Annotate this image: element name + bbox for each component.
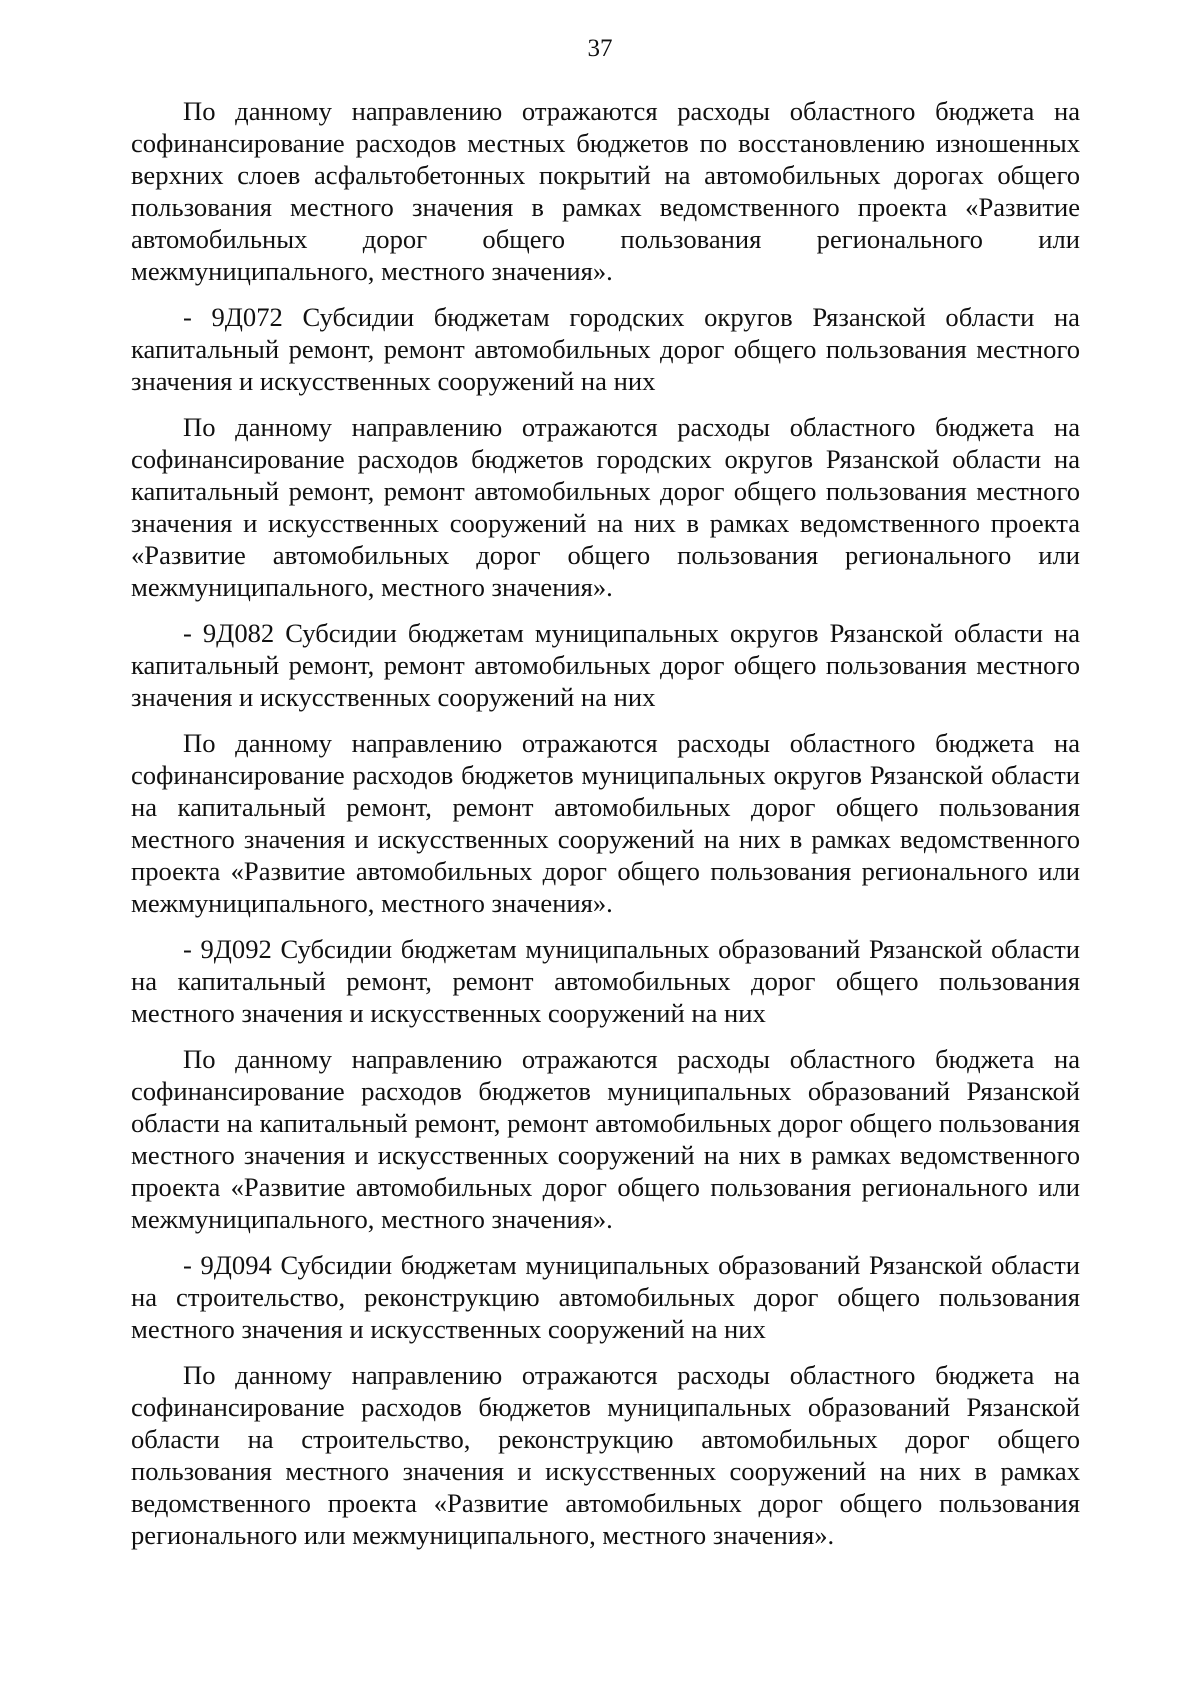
item-9d094-heading: - 9Д094 Субсидии бюджетам муниципальных образований Рязанской области на строительство, реконструкцию автомобильных дорог общего пользования местного значения и искусственных сооружений на них [131, 1250, 1080, 1344]
paragraph-road-surface-restoration: По данному направлению отражаются расходы областного бюджета на софинансирование расходов местных бюджетов по восстановлению изношенных верхних слоев асфальтобетонных покрытий на автомобильных дорогах общего пользования местного значения в рамках ведомственного проекта «Развитие автомобильных дорог общего пользования регионального или межмуниципального, местного значения». [131, 96, 1080, 286]
paragraph-9d092-description: По данному направлению отражаются расходы областного бюджета на софинансирование расходов бюджетов муниципальных образований Рязанской области на капитальный ремонт, ремонт автомобильных дорог общего пользования местного значения и искусственных сооружений на них в рамках ведомственного проекта «Развитие автомобильных дорог общего пользования регионального или межмуниципального, местного значения». [131, 1044, 1080, 1234]
item-9d082-heading: - 9Д082 Субсидии бюджетам муниципальных округов Рязанской области на капитальный ремонт, ремонт автомобильных дорог общего пользования местного значения и искусственных сооружений на них [131, 618, 1080, 712]
paragraph-9d072-description: По данному направлению отражаются расходы областного бюджета на софинансирование расходов бюджетов городских округов Рязанской области на капитальный ремонт, ремонт автомобильных дорог общего пользования местного значения и искусственных сооружений на них в рамках ведомственного проекта «Развитие автомобильных дорог общего пользования регионального или межмуниципального, местного значения». [131, 412, 1080, 602]
page-number: 37 [587, 35, 613, 62]
document-body [131, 95, 1080, 1565]
paragraph-9d094-description: По данному направлению отражаются расходы областного бюджета на софинансирование расходов бюджетов муниципальных образований Рязанской области на строительство, реконструкцию автомобильных дорог общего пользования местного значения и искусственных сооружений на них в рамках ведомственного проекта «Развитие автомобильных дорог общего пользования регионального или межмуниципального, местного значения». [131, 1360, 1080, 1550]
item-9d092-heading: - 9Д092 Субсидии бюджетам муниципальных образований Рязанской области на капитальный ремонт, ремонт автомобильных дорог общего пользования местного значения и искусственных сооружений на них [131, 934, 1080, 1028]
item-9d072-heading: - 9Д072 Субсидии бюджетам городских округов Рязанской области на капитальный ремонт, ремонт автомобильных дорог общего пользования местного значения и искусственных сооружений на них [131, 302, 1080, 396]
paragraph-9d082-description: По данному направлению отражаются расходы областного бюджета на софинансирование расходов бюджетов муниципальных округов Рязанской области на капитальный ремонт, ремонт автомобильных дорог общего пользования местного значения и искусственных сооружений на них в рамках ведомственного проекта «Развитие автомобильных дорог общего пользования регионального или межмуниципального, местного значения». [131, 728, 1080, 918]
